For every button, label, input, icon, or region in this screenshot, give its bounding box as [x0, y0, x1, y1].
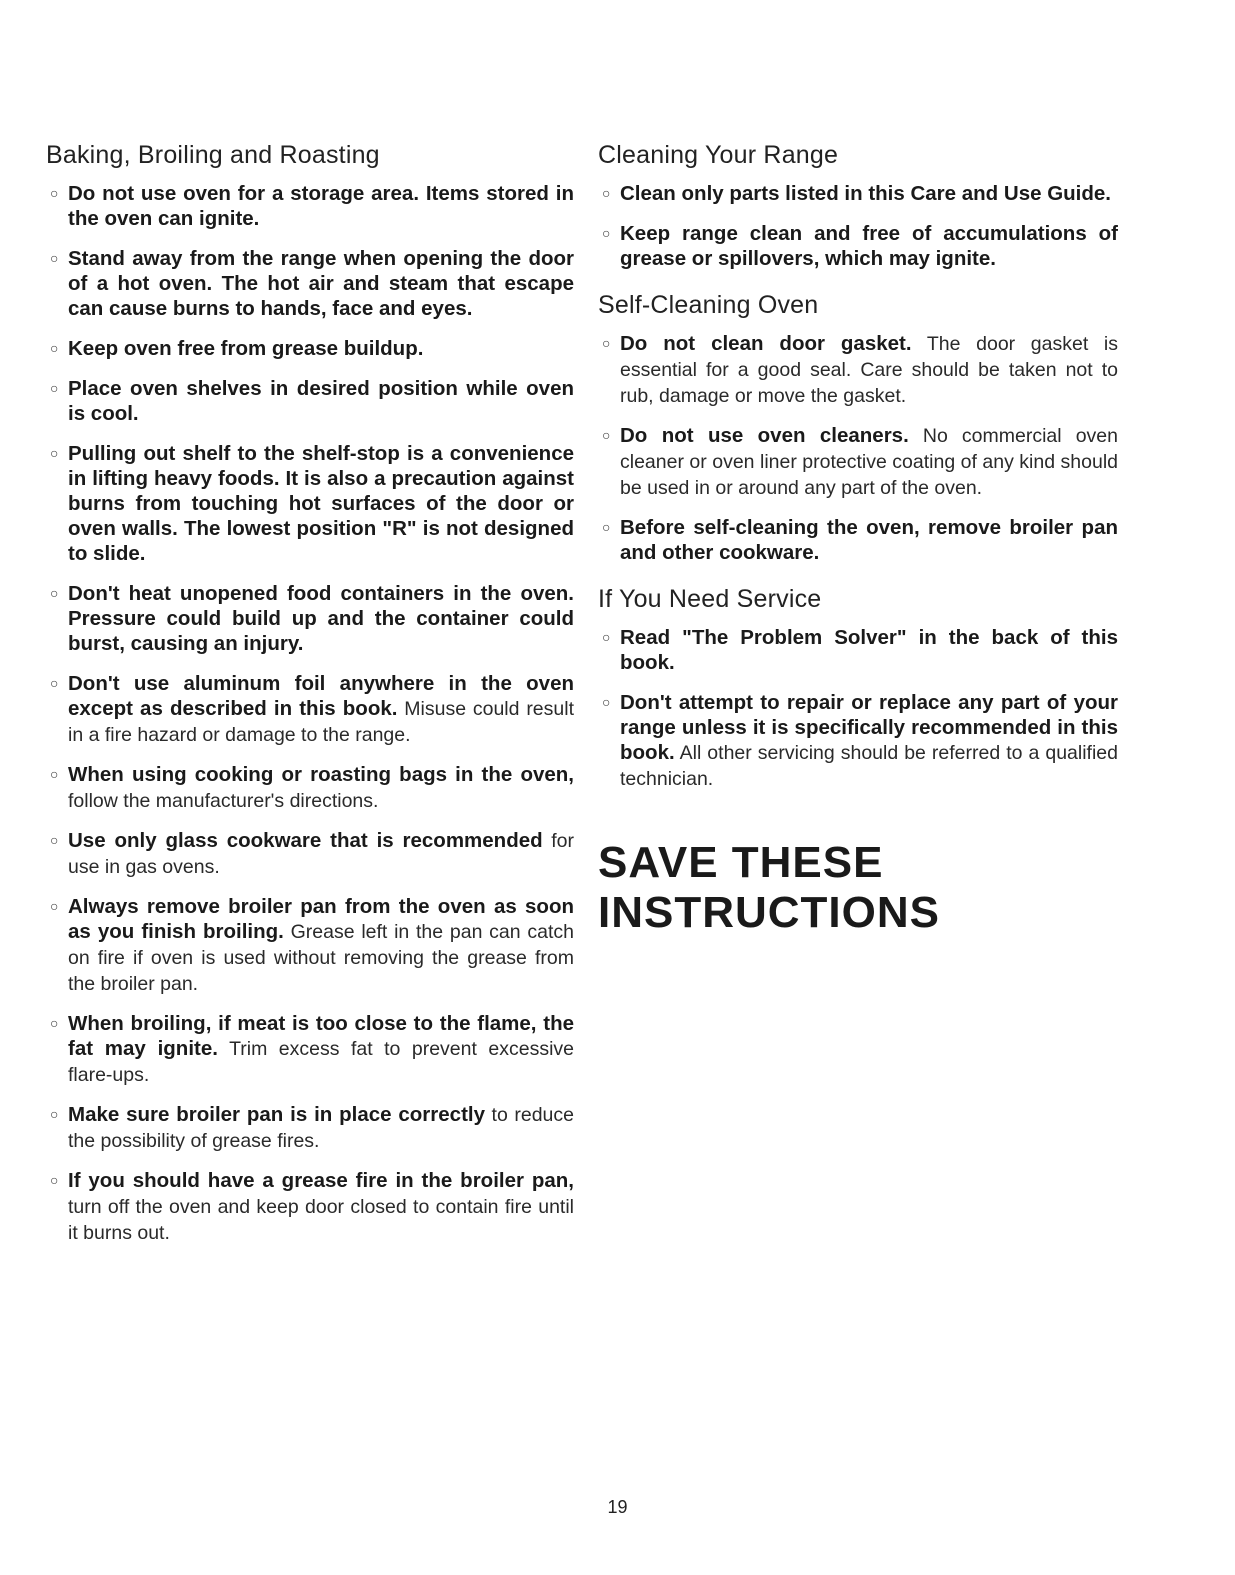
bullet-icon: ○ — [50, 1015, 59, 1031]
section-heading: Baking, Broiling and Roasting — [46, 141, 380, 169]
section-if-you-need-service — [598, 584, 1118, 792]
bullet-icon: ○ — [50, 445, 59, 461]
section-baking-broiling-roasting — [46, 140, 574, 1246]
left-column — [46, 140, 574, 1260]
list-item: ○ Read "The Problem Solver" in the back of this book. — [602, 626, 1118, 674]
section-heading: If You Need Service — [598, 585, 822, 613]
bullet-icon: ○ — [602, 225, 611, 241]
list-item: ○ Don't attempt to repair or replace any part of your range unless it is specifically recommended in this book. All other servicing should be referred to a qualified technician. — [602, 691, 1118, 790]
bullet-icon: ○ — [50, 898, 59, 914]
section-self-cleaning-oven — [598, 290, 1118, 566]
right-column — [598, 140, 1118, 938]
list-item: ○ If you should have a grease fire in the broiler pan, turn off the oven and keep door closed to contain fire until it burns out. — [50, 1169, 574, 1244]
list-item: ○ When broiling, if meat is too close to the flame, the fat may ignite. Trim excess fat to prevent excessive flare-ups. — [50, 1012, 574, 1086]
list-item: ○ Keep range clean and free of accumulations of grease or spillovers, which may ignite. — [602, 222, 1118, 270]
bullet-icon: ○ — [50, 380, 59, 396]
list-item: ○ Make sure broiler pan is in place correctly to reduce the possibility of grease fires. — [50, 1103, 574, 1152]
bullet-icon: ○ — [50, 1106, 59, 1122]
bullet-icon: ○ — [50, 832, 59, 848]
list-item: ○ When using cooking or roasting bags in the oven, follow the manufacturer's directions. — [50, 763, 574, 812]
save-line-2: INSTRUCTIONS — [598, 888, 940, 937]
bullet-icon: ○ — [50, 585, 59, 601]
list-item: ○ Stand away from the range when opening the door of a hot oven. The hot air and steam that escape can cause burns to hands, face and eyes. — [50, 247, 574, 320]
list-item: ○ Use only glass cookware that is recommended for use in gas ovens. — [50, 829, 574, 878]
list-item: ○ Pulling out shelf to the shelf-stop is a convenience in lifting heavy foods. It is also a precaution against burns from touching hot surfaces of the door or oven walls. The lowest position "R" is not designed to slide. — [50, 442, 574, 565]
bullet-list — [598, 625, 1118, 792]
bullet-icon: ○ — [50, 250, 59, 266]
bullet-list — [598, 331, 1118, 566]
list-item: ○ Do not clean door gasket. The door gasket is essential for a good seal. Care should be taken not to rub, damage or move the gasket. — [602, 332, 1118, 407]
bullet-icon: ○ — [602, 694, 611, 710]
save-line-1: SAVE THESE — [598, 838, 884, 887]
list-item: ○ Do not use oven for a storage area. Items stored in the oven can ignite. — [50, 182, 574, 230]
bullet-list — [598, 181, 1118, 272]
list-item: ○ Keep oven free from grease buildup. — [50, 337, 424, 360]
list-item: ○ Always remove broiler pan from the oven as soon as you finish broiling. Grease left in the pan can catch on fire if oven is used without removing the grease from the broiler pan. — [50, 895, 574, 995]
list-item: ○ Don't heat unopened food containers in the oven. Pressure could build up and the container could burst, causing an injury. — [50, 582, 574, 655]
bullet-icon: ○ — [50, 675, 59, 691]
section-cleaning-your-range — [598, 140, 1118, 272]
bullet-icon: ○ — [602, 427, 611, 443]
bullet-icon: ○ — [602, 185, 611, 201]
list-item: ○ Clean only parts listed in this Care and Use Guide. — [602, 182, 1111, 205]
save-these-instructions-banner — [598, 838, 1118, 938]
list-item: ○ Before self-cleaning the oven, remove broiler pan and other cookware. — [602, 516, 1118, 564]
bullet-icon: ○ — [602, 519, 611, 535]
bullet-icon: ○ — [50, 340, 59, 356]
section-heading: Cleaning Your Range — [598, 141, 839, 169]
list-item: ○ Place oven shelves in desired position while oven is cool. — [50, 377, 574, 425]
page-number: 19 — [607, 1497, 628, 1517]
bullet-list — [46, 181, 574, 1246]
list-item: ○ Don't use aluminum foil anywhere in the oven except as described in this book. Misuse could result in a fire hazard or damage to the range. — [50, 672, 574, 746]
bullet-icon: ○ — [50, 1172, 59, 1188]
bullet-icon: ○ — [602, 629, 611, 645]
bullet-icon: ○ — [602, 335, 611, 351]
section-heading: Self-Cleaning Oven — [598, 291, 819, 319]
list-item: ○ Do not use oven cleaners. No commercial oven cleaner or oven liner protective coating of any kind should be used in or around any part of the oven. — [602, 424, 1118, 499]
bullet-icon: ○ — [50, 766, 59, 782]
bullet-icon: ○ — [50, 185, 59, 201]
